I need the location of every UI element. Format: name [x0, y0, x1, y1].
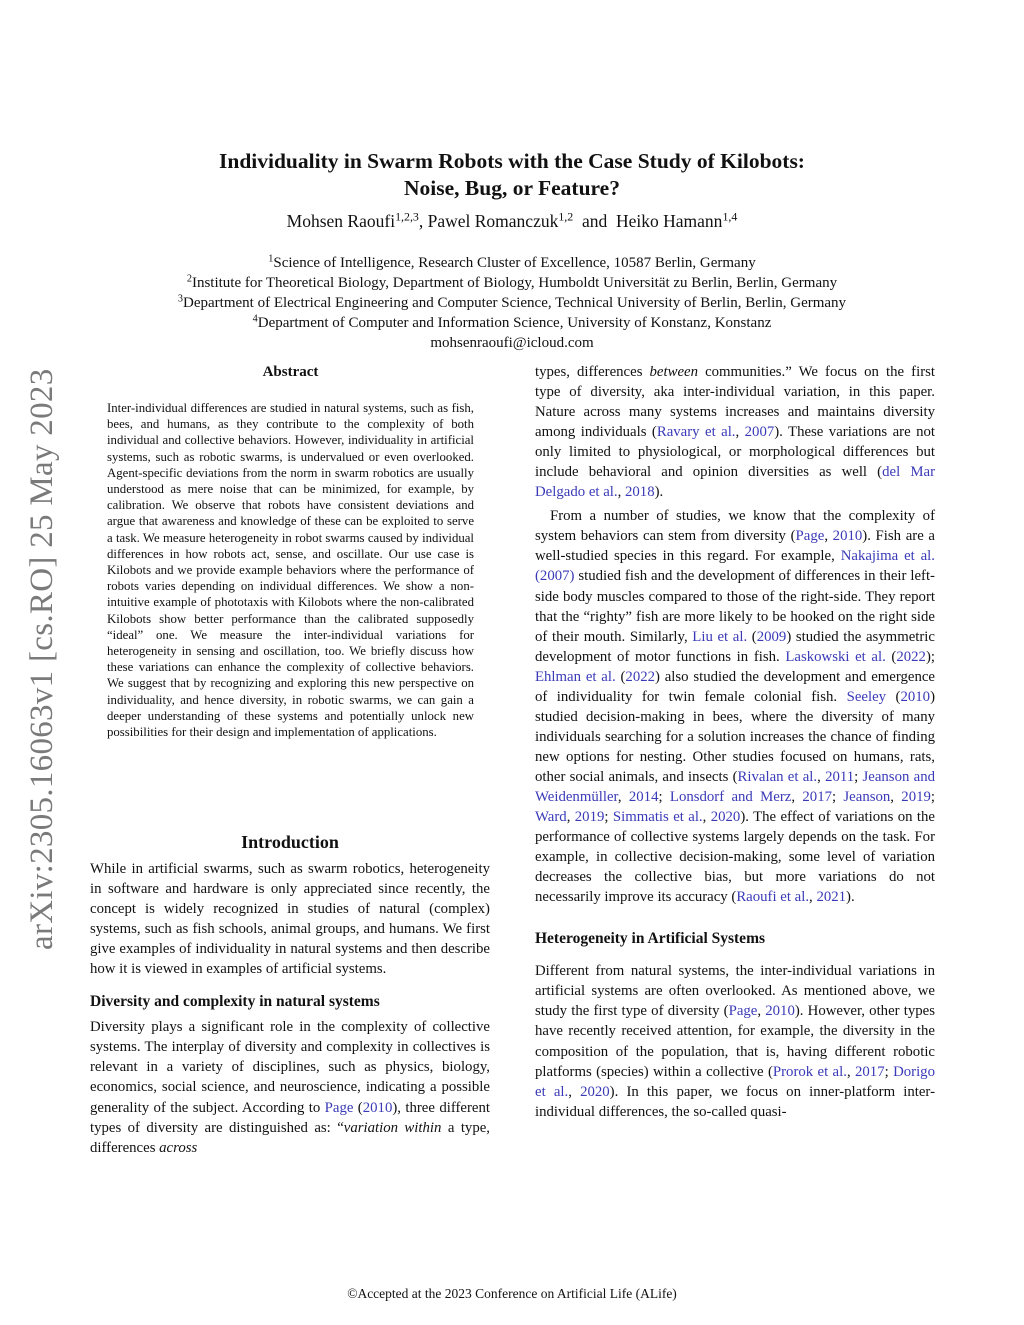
affiliation-text: Department of Computer and Information Science, University of Konstanz, Konstanz: [257, 315, 772, 331]
citation-link[interactable]: 2018: [625, 484, 655, 501]
text-run: studied fish and the development of differences in their left-side body muscles compared to those of the right-side. They report that the “righty” fish are more likely to be hooked on the right side of their mouth. Similarly,: [535, 568, 935, 645]
affiliation-list: [0, 253, 1024, 353]
affiliation-number: 2: [186, 273, 192, 285]
citation-link[interactable]: del Mar Delgado et al.: [535, 464, 935, 501]
text-run: ) also studied the development and emergence of individuality for twin female colonial fish.: [535, 668, 935, 705]
arxiv-identifier: arXiv:2305.16063v1 [cs.RO] 25 May 2023: [24, 368, 60, 950]
text-run: ,: [566, 809, 575, 826]
affiliation-text: Institute for Theoretical Biology, Department of Biology, Humboldt Universität zu Berlin, Berlin, Germany: [191, 275, 838, 291]
text-run: ,: [568, 1083, 581, 1100]
text-run: ) studied decision-making in bees, where the diversity of many individuals searching for a solution increases the chance of finding new options for nesting. Other studies focused on humans, rats, other social animals, and insects (: [535, 688, 935, 785]
citation-link[interactable]: Nakajima et al. (2007): [535, 548, 935, 585]
right-column: [535, 362, 935, 1122]
abstract-heading: Abstract: [262, 364, 319, 380]
citation-link[interactable]: 2011: [825, 768, 855, 785]
diversity-paragraph: [90, 1017, 490, 1157]
citation-link[interactable]: Raoufi et al.: [736, 889, 810, 906]
text-run: ;: [884, 1063, 894, 1080]
citation-link[interactable]: 2020: [710, 809, 741, 826]
citation-link[interactable]: Dorigo et al.: [535, 1063, 935, 1100]
citation-link[interactable]: 2017: [802, 788, 832, 805]
text-run: ).: [654, 484, 664, 501]
left-column: [90, 859, 490, 1158]
citation-link[interactable]: Rivalan et al.: [737, 768, 818, 785]
author-affiliation-mark: 1,2: [558, 209, 574, 224]
author-name: Heiko Hamann: [616, 211, 723, 231]
text-run: ,: [890, 788, 902, 805]
title-line-2: Noise, Bug, or Feature?: [404, 176, 620, 200]
introduction-heading: Introduction: [241, 832, 339, 852]
citation-link[interactable]: Page: [728, 1003, 758, 1020]
text-run: ;: [831, 788, 844, 805]
text-run: ;: [604, 809, 613, 826]
artificial-paragraph: [535, 961, 935, 1121]
citation-link[interactable]: 2020: [580, 1083, 610, 1100]
affiliation: [0, 273, 1024, 293]
citation-link[interactable]: Page: [324, 1099, 354, 1116]
text-run: ,: [824, 528, 833, 545]
citation-link[interactable]: Ehlman et al.: [535, 668, 616, 685]
section-heading-natural-diversity: Diversity and complexity in natural systems: [90, 993, 380, 1011]
citation-link[interactable]: Prorok et al.: [772, 1063, 847, 1080]
text-run: ,: [702, 809, 711, 826]
text-run: From a number of studies, we know that the complexity of system behaviors can stem from diversity (: [535, 508, 935, 545]
conference-footer: ©Accepted at the 2023 Conference on Artificial Life (ALife): [347, 1286, 677, 1301]
citation-link[interactable]: 2014: [628, 788, 659, 805]
text-run: ). Fish are a well-studied species in this regard. For example,: [535, 528, 935, 565]
citation-link[interactable]: Simmatis et al.: [612, 809, 703, 826]
text-run: ,: [735, 424, 745, 441]
affiliation-number: 4: [252, 313, 258, 325]
text-run: communities.” We focus on the first type of diversity, aka inter-individual variation, in this paper. Nature across many systems increases and maintains diversity among individuals (: [535, 364, 935, 441]
emphasis-text: between: [649, 364, 699, 380]
text-run: ,: [791, 788, 803, 805]
affiliation: [0, 293, 1024, 313]
emphasis-text: across: [159, 1139, 198, 1156]
paper-title: [0, 148, 1024, 202]
affiliation: [0, 313, 1024, 333]
author-name: Mohsen Raoufi: [286, 211, 396, 231]
citation-link[interactable]: 2009: [756, 628, 787, 645]
affiliation-text: Science of Intelligence, Research Cluster of Excellence, 10587 Berlin, Germany: [273, 255, 756, 271]
text-run: ;: [854, 768, 863, 785]
intro-paragraph: While in artificial swarms, such as swarm robotics, heterogeneity in software and hardware is only appreciated since recently, the concept is widely recognized in studies of natural (complex) systems, such as fish schools, animal groups, and humans. We first give examples of individuality in natural systems and then describe how it is viewed in examples of artificial systems.: [90, 861, 490, 978]
text-run: types, differences: [535, 364, 650, 380]
text-run: (: [747, 628, 757, 645]
text-run: ). However, other types have recently received attention, for example, the diversity in the composition of the population, that is, having different robotic platforms (species) within a collective (: [535, 1003, 935, 1080]
text-run: ;: [658, 788, 670, 805]
text-run: Different from natural systems, the inter-individual variations in artificial systems are often overlooked. As mentioned above, we study the first type of diversity (: [535, 963, 935, 1020]
author-separator: ,: [418, 211, 428, 231]
citation-link[interactable]: 2022: [896, 648, 926, 665]
citation-link[interactable]: 2019: [901, 788, 931, 805]
author-affiliation-mark: 1,4: [722, 209, 738, 224]
affiliation: [0, 253, 1024, 273]
text-run: ). These variations are not only limited to physiological, or morphological differences but include behavioral and opinion diversities as well (: [535, 424, 935, 481]
citation-link[interactable]: 2010: [832, 528, 863, 545]
citation-link[interactable]: Lonsdorf and Merz: [669, 788, 792, 805]
citation-link[interactable]: Jeanson: [843, 788, 891, 805]
citation-link[interactable]: 2019: [574, 809, 605, 826]
text-run: ,: [617, 484, 625, 501]
text-run: (: [886, 688, 901, 705]
citation-link[interactable]: Ward: [535, 809, 567, 826]
author-name: Pawel Romanczuk: [427, 211, 559, 231]
citation-link[interactable]: Page: [795, 528, 825, 545]
text-run: ,: [817, 768, 826, 785]
abstract-text: Inter-individual differences are studied in natural systems, such as fish, bees, and humans, as they contribute to the complexity of both individual and collective behaviors. However, individuality in artificial systems, such as robotic swarms, is undervalued or even overlooked. Agent-specific deviations from the norm in swarm robotics are usually understood as mere noise that can be minimized, for example, by calibration. We observe that robots have consistent deviations and argue that awareness and knowledge of these can be exploited to serve a task. We measure heterogeneity in robot swarms caused by individual differences in how robots act, sense, and oscillate. Our use case is Kilobots and we provide example behaviors where the performance of robots varies depending on individual differences. We show a non-intuitive example of phototaxis with Kilobots where the non-calibrated Kilobots show better performance than the calibrated supposedly “ideal” one. We measure the inter-individual variations for heterogeneity in sensing and oscillation, too. We briefly discuss how these variations can enhance the complexity of collective behaviors. We suggest that by recognizing and exploring this new perspective on individuality, and hence diversity, in robotic swarms, we can gain a deeper understanding of these systems and potentially unlock new possibilities for their design and implementation of applications.: [107, 401, 474, 740]
types-paragraph: [535, 362, 935, 502]
text-run: ,: [757, 1003, 766, 1020]
text-run: ). The effect of variations on the performance of collective systems largely depends on the task. For example, in collective decision-making, some level of variation decreases the collective bias, but more variations do not necessarily improve its accuracy (: [535, 809, 935, 906]
citation-link[interactable]: 2022: [625, 668, 656, 685]
affiliation-number: 3: [177, 293, 184, 305]
citation-link[interactable]: 2010: [765, 1003, 795, 1020]
citation-link[interactable]: Laskowski et al.: [785, 648, 886, 665]
text-run: (: [353, 1099, 363, 1116]
studies-paragraph: [535, 506, 935, 907]
title-line-1: Individuality in Swarm Robots with the Case Study of Kilobots:: [219, 149, 805, 173]
text-run: ) studied the asymmetric development of motor functions in fish.: [535, 628, 935, 665]
citation-link[interactable]: Liu et al.: [692, 628, 748, 645]
citation-link[interactable]: 2021: [816, 889, 847, 906]
author-affiliation-mark: 1,2,3: [395, 209, 419, 224]
citation-link[interactable]: 2010: [900, 688, 931, 705]
citation-link[interactable]: 2007: [744, 424, 775, 441]
emphasis-text: variation within: [343, 1119, 442, 1136]
text-run: a type, differences: [90, 1119, 490, 1156]
contact-email[interactable]: mohsenraoufi@icloud.com: [430, 335, 594, 351]
citation-link[interactable]: 2010: [362, 1099, 393, 1116]
text-run: ,: [809, 889, 817, 906]
section-heading-artificial-heterogeneity: Heterogeneity in Artificial Systems: [535, 930, 766, 948]
text-run: ,: [617, 788, 629, 805]
text-run: ).: [846, 889, 855, 906]
citation-link[interactable]: Seeley: [846, 688, 887, 705]
text-run: ), three different types of diversity are distinguished as: “: [90, 1099, 490, 1136]
citation-link[interactable]: Jeanson and Weidenmüller: [535, 768, 935, 805]
affiliation-number: 1: [268, 253, 274, 265]
citation-link[interactable]: 2017: [855, 1063, 885, 1080]
text-run: (: [885, 648, 897, 665]
author-separator: and: [573, 211, 616, 231]
text-run: ;: [930, 788, 936, 805]
text-run: ,: [846, 1063, 855, 1080]
text-run: (: [615, 668, 626, 685]
text-run: ). In this paper, we focus on inner-platform inter-individual differences, the so-called quasi-: [535, 1083, 935, 1120]
text-run: Diversity plays a significant role in the complexity of collective systems. The interplay of diversity and complexity in collectives is relevant in a variety of disciplines, such as physics, biology, economics, social science, and neuroscience, indicating a possible generality of the subject. According to: [90, 1019, 490, 1116]
text-run: );: [925, 648, 935, 665]
author-list: [0, 209, 1024, 233]
citation-link[interactable]: Ravary et al.: [656, 424, 736, 441]
affiliation-text: Department of Electrical Engineering and Computer Science, Technical University of Berlin, Berlin, Germany: [183, 295, 847, 311]
